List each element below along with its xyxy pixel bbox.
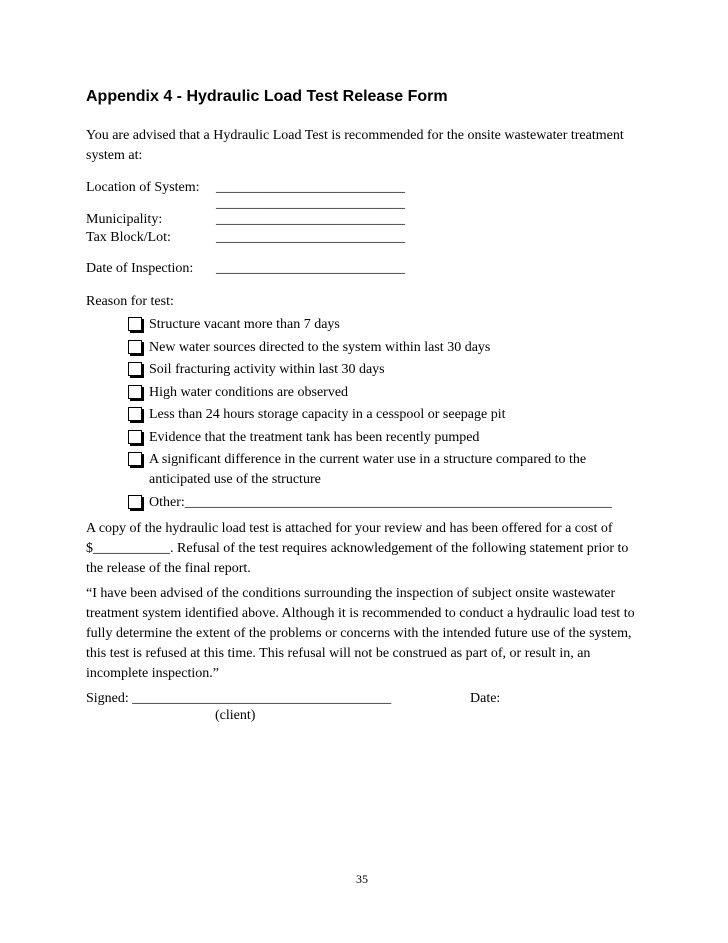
reason-text: New water sources directed to the system within last 30 days — [149, 339, 491, 355]
intro-paragraph: You are advised that a Hydraulic Load Test is recommended for the onsite wastewater treatment system at: — [86, 128, 624, 163]
page-title: Appendix 4 - Hydraulic Load Test Release Form — [86, 88, 448, 105]
checkbox[interactable] — [128, 495, 142, 509]
cost-paragraph: A copy of the hydraulic load test is attached for your review and has been offered for a cost of $___________. Refusal of the test requires acknowledgement of the following statement prior to the release of the final report. — [86, 521, 629, 576]
checkbox[interactable] — [128, 407, 142, 421]
reason-label: Reason for test: — [86, 294, 174, 309]
reason-text: Less than 24 hours storage capacity in a cesspool or seepage pit — [149, 407, 506, 422]
checkbox[interactable] — [128, 385, 142, 399]
reason-item — [128, 450, 609, 490]
location-label: Location of System: — [86, 180, 200, 195]
signature-line[interactable]: Signed: _____________________________________ — [86, 691, 392, 706]
municipality-label: Municipality: — [86, 212, 163, 227]
checkbox[interactable] — [128, 317, 142, 331]
checkbox[interactable] — [128, 340, 142, 354]
reason-item — [128, 315, 608, 335]
location-line-2[interactable]: ___________________________ — [216, 196, 405, 211]
inspection-date-label: Date of Inspection: — [86, 261, 194, 276]
reason-text-other[interactable]: Other:_____________________________________________________________ — [149, 494, 612, 510]
reason-text: Evidence that the treatment tank has been recently pumped — [149, 429, 480, 445]
reason-text: A significant difference in the current water use in a structure compared to the anticipated use of the structure — [149, 452, 587, 487]
reason-item — [128, 428, 608, 448]
tax-block-label: Tax Block/Lot: — [86, 230, 171, 245]
page-number: 35 — [356, 872, 368, 886]
reason-item-other — [128, 493, 612, 513]
reason-item — [128, 338, 608, 358]
reason-text: Soil fracturing activity within last 30 days — [149, 362, 385, 377]
reason-item — [128, 405, 608, 425]
location-line-1[interactable]: ___________________________ — [216, 180, 405, 195]
date-label[interactable]: Date: — [470, 691, 501, 706]
reason-text: High water conditions are observed — [149, 384, 349, 400]
tax-block-line[interactable]: ___________________________ — [216, 230, 405, 245]
checkbox[interactable] — [128, 430, 142, 444]
checkbox[interactable] — [128, 362, 142, 376]
municipality-line[interactable]: ___________________________ — [216, 212, 405, 227]
reason-item — [128, 383, 608, 403]
refusal-statement: “I have been advised of the conditions surrounding the inspection of subject onsite wastewater treatment system identified above. Although it is recommended to conduct a hydraulic load test to fully determine the extent of the problems or concerns with the intended future use of the system, this test is refused at this time. This refusal will not be construed as part of, or result in, an incomplete inspection.” — [86, 586, 635, 681]
checkbox[interactable] — [128, 452, 142, 466]
reason-text: Structure vacant more than 7 days — [149, 317, 340, 332]
client-label: (client) — [215, 708, 256, 723]
reason-item — [128, 360, 608, 380]
reason-checklist — [128, 315, 612, 515]
inspection-date-line[interactable]: ___________________________ — [216, 261, 405, 276]
